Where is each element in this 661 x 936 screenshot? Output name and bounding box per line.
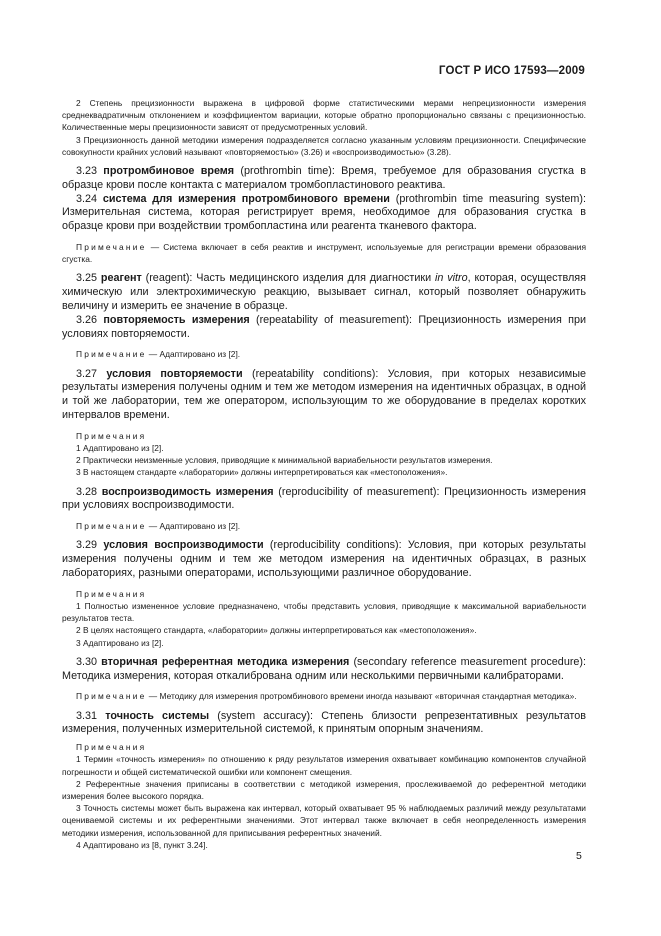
- notes-3-27-label: Примечания: [76, 430, 147, 441]
- note-3-31-4: 4 Адаптировано из [8, пункт 3.24].: [76, 839, 208, 850]
- note-3-28: Примечание — Адаптировано из [2].: [76, 521, 241, 532]
- note-3-31-2: 2 Референтные значения приписаны в соответствии с методикой измерения, прослеживаемой до референтной методики измерения более высокого порядка.: [62, 778, 586, 801]
- notes-3-29-label: Примечания: [76, 588, 147, 599]
- term-3-27: 3.27 условия повторяемости (repeatability conditions): Условия, при которых независимые результаты измерения получены одним и тем же методом измерения на идентичных образцах, в одной и той же лаборатории, тем же оператором, использующим то же оборудование в пределах коротких интервалов времени.: [62, 367, 586, 421]
- term-3-30: 3.30 вторичная референтная методика измерения (secondary reference measurement procedure): Методика измерения, которая откалибрована одним или несколькими первичными калибраторами.: [62, 655, 587, 682]
- note-top-2: 2 Степень прецизионности выражена в цифровой форме статистическими мерами непрецизионности измерения среднеквадратичным отклонением и коэффициентом вариации, которые обратно пропорционально связаны с прецизионностью. Количественные меры прецизионности зависят от предусмотренных условий.: [62, 98, 586, 133]
- note-3-29-3: 3 Адаптировано из [2].: [76, 637, 164, 648]
- main-content: [62, 97, 586, 851]
- note-3-29-2: 2 В целях настоящего стандарта, «лаборатории» должны интерпретироваться как «местоположения».: [76, 625, 477, 636]
- term-3-24: 3.24 система для измерения протромбинового времени (prothrombin time measuring system): Измерительная система, которая регистрирует время, необходимое для образования сгустка в образце крови при воздействии тромбопластина или реагента тканевого фактора.: [62, 192, 586, 233]
- notes-3-31-label: Примечания: [76, 742, 147, 753]
- term-3-28: 3.28 воспроизводимость измерения (reproducibility of measurement): Прецизионность измерения при условиях воспроизводимости.: [62, 485, 586, 512]
- note-3-31-3: 3 Точность системы может быть выражена как интервал, который охватывает 95 % наблюдаемых различий между результатами оцениваемой системы и их референтными значениями. Этот интервал также включает в себя неопределенность измерения методики измерения, использованной для приписывания референтных значений.: [62, 803, 586, 838]
- note-3-30: Примечание — Методику для измерения протромбинового времени иногда называют «вторичная стандартная методика».: [76, 691, 577, 702]
- note-3-31-1: 1 Термин «точность измерения» по отношению к ряду результатов измерения охватывает комбинацию компонентов случайной погрешности и общей систематической ошибки или компонент смещения.: [62, 754, 586, 777]
- term-3-29: 3.29 условия воспроизводимости (reproducibility conditions): Условия, при которых результаты измерения получены одним и тем же методом измерения на идентичных образцах, в разных лабораториях, разными операторами, использующими различное оборудование.: [62, 539, 587, 579]
- page-number: 5: [576, 850, 582, 862]
- note-3-27-2: 2 Практически неизменные условия, приводящие к минимальной вариабельности результатов измерения.: [76, 455, 493, 466]
- standard-header: ГОСТ Р ИСО 17593—2009: [438, 65, 585, 77]
- term-3-25: 3.25 реагент (reagent): Часть медицинского изделия для диагностики in vitro, которая, осуществляя химическую или электрохимическую реакцию, вызывает сигнал, который позволяет обнаружить величину и измерить ее значение в образце.: [62, 272, 586, 312]
- note-3-27-3: 3 В настоящем стандарте «лаборатории» должны интерпретироваться как «местоположения».: [76, 467, 448, 478]
- note-3-26: Примечание — Адаптировано из [2].: [76, 349, 241, 360]
- note-3-27-1: 1 Адаптировано из [2].: [76, 442, 164, 453]
- note-3-29-1: 1 Полностью измененное условие предназначено, чтобы представить условия, приводящие к максимальной вариабельности результатов теста.: [62, 600, 586, 624]
- term-3-23: 3.23 протромбиновое время (prothrombin time): Время, требуемое для образования сгустка в образце крови после контакта с материалом тромбопластинового реактива.: [62, 165, 586, 191]
- term-3-31: 3.31 точность системы (system accuracy): Степень близости репрезентативных результатов измерения, полученных измерительной системой, к принятым опорным значениям.: [62, 709, 586, 736]
- term-3-26: 3.26 повторяемость измерения (repeatability of measurement): Прецизионность измерения при условиях повторяемости.: [62, 313, 587, 340]
- note-top-3: 3 Прецизионность данной методики измерения подразделяется согласно указанным условиям прецизионности. Специфические совокупности крайних условий называют «повторяемостью» (3.26) и «воспроизводимостью» (3.28).: [62, 134, 586, 157]
- note-3-24: Примечание — Система включает в себя реактив и инструмент, используемые для регистрации времени образования сгустка.: [62, 242, 586, 265]
